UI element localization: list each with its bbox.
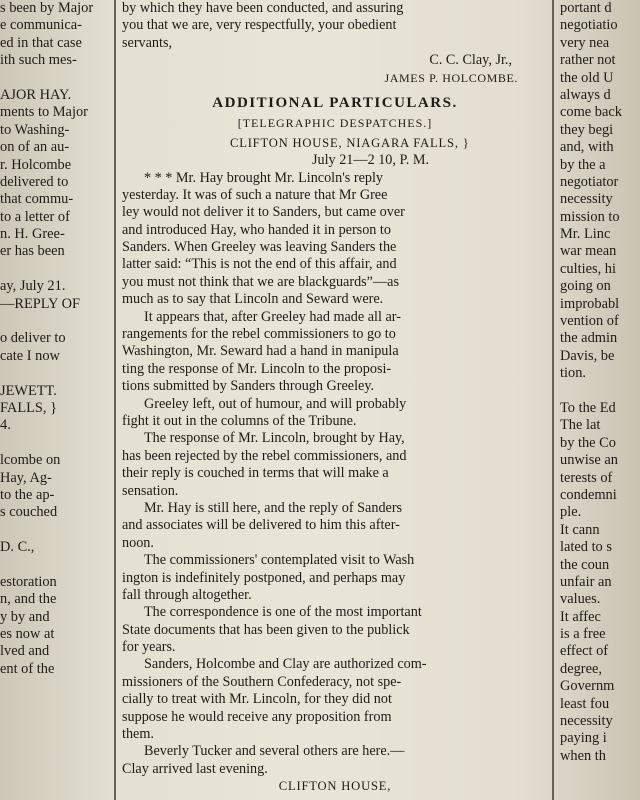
right-column-line: they begi — [560, 121, 614, 138]
right-column-line: lated to s — [560, 539, 612, 556]
right-column-line: negotiatio — [560, 17, 618, 34]
article-line: their reply is couched in terms that will make a — [122, 465, 389, 482]
right-column-line: The lat — [560, 417, 601, 434]
article-line: tions submitted by Sanders through Greeley. — [122, 378, 375, 395]
right-column-line: by the a — [560, 156, 606, 173]
left-column-line — [0, 313, 108, 330]
signature-clay: C. C. Clay, Jr., — [429, 52, 512, 69]
article-heading: ADDITIONAL PARTICULARS. — [212, 94, 458, 111]
article-line: has been rejected by the rebel commissioners, and — [122, 447, 407, 464]
letter-line: by which they have been conducted, and assuring — [122, 0, 404, 16]
left-column-line: lcombe on — [0, 452, 61, 469]
left-column-line: cate I now — [0, 347, 60, 364]
article-line: yesterday. It was of such a nature that Mr Gree — [122, 186, 388, 203]
article-body — [122, 170, 548, 779]
right-column-line: degree, — [560, 660, 602, 677]
right-column-line: the coun — [560, 556, 610, 573]
left-column-line: JEWETT. — [0, 382, 57, 399]
signature-holcombe: JAMES P. HOLCOMBE. — [384, 70, 518, 85]
right-column-line: necessity — [560, 713, 613, 730]
left-column-line: es now at — [0, 626, 55, 643]
right-column-line: paying i — [560, 730, 607, 747]
right-column-line: the old U — [560, 69, 614, 86]
right-column-line: least fou — [560, 695, 610, 712]
right-column-line: To the Ed — [560, 399, 616, 416]
right-column-line: tion. — [560, 365, 586, 382]
left-column-line: o deliver to — [0, 330, 66, 347]
article-line: Mr. Hay is still here, and the reply of Sanders — [144, 499, 403, 516]
left-column-line: ed in that case — [0, 34, 82, 51]
article-line: Washington, Mr. Seward had a hand in manipula — [122, 343, 399, 360]
article-line: suppose he would receive any proposition from — [122, 708, 392, 725]
right-column — [558, 0, 640, 800]
right-column-line: is a free — [560, 626, 606, 643]
left-column-line — [0, 435, 108, 452]
letter-line: you that we are, very respectfully, your obedient — [122, 17, 397, 34]
article-line: State documents that has been given to the publick — [122, 621, 410, 638]
right-column-line: It cann — [560, 521, 600, 538]
article-line: sensation. — [122, 482, 179, 499]
left-column-line: n. H. Gree- — [0, 226, 65, 243]
dateline-time: July 21—2 10, P. M. — [312, 152, 430, 169]
left-column-line: lved and — [0, 643, 50, 660]
left-column-line: to Washing- — [0, 121, 70, 138]
right-column-line: culties, hi — [560, 260, 616, 277]
right-column-line: ple. — [560, 504, 582, 521]
left-column-line: n, and the — [0, 591, 57, 608]
right-column-line: very nea — [560, 34, 610, 51]
right-column-line: come back — [560, 104, 622, 121]
article-line: fall through altogether. — [122, 586, 252, 603]
left-column-line — [0, 365, 108, 382]
left-column-line: y by and — [0, 608, 50, 625]
left-column-line: ith such mes- — [0, 52, 77, 69]
right-column-line: improbabl — [560, 295, 620, 312]
middle-column — [122, 0, 548, 800]
left-column-line: ments to Major — [0, 104, 88, 121]
article-line: and associates will be delivered to him this after- — [122, 517, 400, 534]
left-column-line: ay, July 21. — [0, 278, 66, 295]
article-line: ington is indefinitely postponed, and perhaps may — [122, 569, 406, 586]
left-column-line: delivered to — [0, 173, 69, 190]
left-column-line: that commu- — [0, 191, 74, 208]
column-rule-left — [114, 0, 116, 800]
right-column-line: unwise an — [560, 452, 618, 469]
article-line: Greeley left, out of humour, and will probably — [144, 395, 407, 412]
article-line: ley would not deliver it to Sanders, but came over — [122, 204, 405, 221]
left-column-line — [0, 261, 108, 278]
right-column-line: when th — [560, 747, 606, 764]
left-column — [0, 0, 108, 800]
letter-closing — [122, 0, 548, 52]
article-line: It appears that, after Greeley had made all ar- — [144, 308, 401, 325]
left-column-line: on of an au- — [0, 139, 70, 156]
right-column-line: and, with — [560, 139, 614, 156]
right-column-line: war mean — [560, 243, 617, 260]
right-column-line: necessity — [560, 191, 613, 208]
left-column-line: ent of the — [0, 660, 55, 677]
right-column-line: Davis, be — [560, 347, 615, 364]
left-column-line — [0, 557, 108, 574]
right-column-line: mission to — [560, 208, 620, 225]
article-line: them. — [122, 726, 154, 743]
left-column-line: to the ap- — [0, 486, 55, 503]
article-subheading: [TELEGRAPHIC DESPATCHES.] — [237, 116, 433, 131]
right-column-line: negotiator — [560, 173, 619, 190]
right-column-line: by the Co — [560, 434, 616, 451]
article-line: The correspondence is one of the most important — [144, 604, 422, 621]
right-column-line: vention of — [560, 313, 619, 330]
right-column-line: values. — [560, 591, 601, 608]
right-column-line — [558, 383, 640, 400]
right-column-line: condemni — [560, 486, 617, 503]
article-line: The commissioners' contemplated visit to Wash — [144, 552, 415, 569]
column-rule-right — [552, 0, 554, 800]
left-column-line: e communica- — [0, 17, 82, 34]
article-line: The response of Mr. Lincoln, brought by Hay, — [144, 430, 405, 447]
article-line: Sanders, Holcombe and Clay are authorized com- — [144, 656, 427, 673]
article-line: * * * Mr. Hay brought Mr. Lincoln's reply — [144, 169, 383, 186]
left-column-line: AJOR HAY. — [0, 86, 72, 103]
left-column-line: er has been — [0, 243, 65, 260]
left-column-line — [0, 522, 108, 539]
next-dateline-partial: CLIFTON HOUSE, — [278, 779, 392, 794]
right-column-line: effect of — [560, 643, 609, 660]
right-column-line: Mr. Linc — [560, 226, 611, 243]
article-line: noon. — [122, 534, 154, 551]
left-column-line — [0, 70, 108, 87]
article-line: cially to treat with Mr. Lincoln, for they did not — [122, 691, 392, 708]
right-column-line: Governm — [560, 678, 615, 695]
left-column-line: —REPLY OF — [0, 295, 80, 312]
article-line: Sanders. When Greeley was leaving Sanders the — [122, 239, 397, 256]
left-column-line: D. C., — [0, 539, 35, 556]
right-column-line: portant d — [560, 0, 612, 16]
article-line: Beverly Tucker and several others are here.— — [144, 743, 405, 760]
right-column-line: It affec — [560, 608, 601, 625]
right-column-line: terests of — [560, 469, 613, 486]
article-line: fight it out in the columns of the Tribune. — [122, 412, 357, 429]
right-column-line: always d — [560, 86, 611, 103]
dateline-place: CLIFTON HOUSE, NIAGARA FALLS, } — [230, 135, 470, 150]
article-line: and introduced Hay, who handed it in person to — [122, 221, 391, 238]
article-line: for years. — [122, 639, 176, 656]
left-column-line: FALLS, } — [0, 399, 58, 416]
letter-line: servants, — [122, 34, 173, 51]
left-column-line: s been by Major — [0, 0, 94, 16]
right-column-line: rather not — [560, 52, 616, 69]
left-column-line: to a letter of — [0, 208, 70, 225]
article-line: you must not think that we are blackguards”—as — [122, 273, 399, 290]
right-column-line: going on — [560, 278, 611, 295]
article-line: ting the response of Mr. Lincoln to the proposi- — [122, 360, 392, 377]
right-column-line: unfair an — [560, 573, 612, 590]
article-line: Clay arrived last evening. — [122, 760, 268, 777]
article-line: latter said: “This is not the end of this affair, and — [122, 256, 397, 273]
left-column-line: Hay, Ag- — [0, 469, 52, 486]
left-column-line: s couched — [0, 504, 58, 521]
article-line: much as to say that Lincoln and Seward were. — [122, 291, 384, 308]
left-column-line: r. Holcombe — [0, 156, 72, 173]
article-line: rangements for the rebel commissioners to go to — [122, 326, 396, 343]
left-column-line: estoration — [0, 573, 57, 590]
right-column-line: the admin — [560, 330, 618, 347]
article-line: missioners of the Southern Confederacy, not spe- — [122, 673, 402, 690]
left-column-line: 4. — [0, 417, 11, 434]
